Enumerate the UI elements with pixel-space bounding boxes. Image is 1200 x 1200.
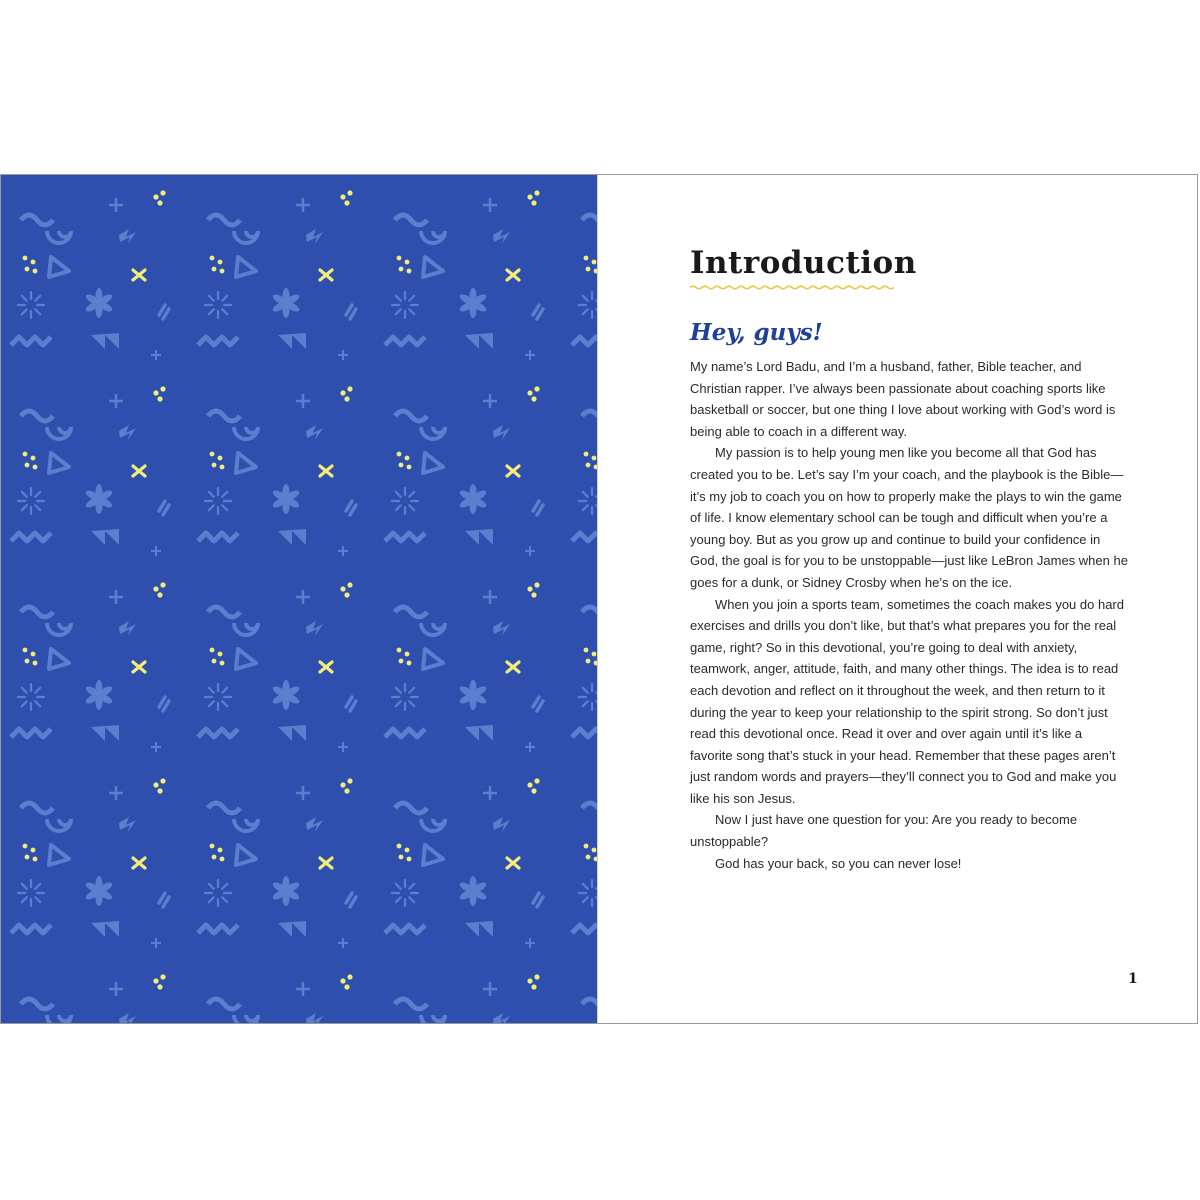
dot-cluster [527,778,539,793]
bow-shape [465,529,493,545]
squiggle [21,215,53,225]
triangle [423,453,443,473]
zigzag [11,337,51,345]
zigzag [385,729,425,737]
starburst [579,292,597,318]
dot-cluster [210,648,225,666]
dot-cluster [153,190,165,205]
plus-sign [109,590,123,604]
plus-sign [151,546,161,556]
squiggle [208,607,240,617]
dot-cluster [397,452,412,470]
dot-cluster [23,452,38,470]
x-mark [133,858,145,868]
triangle [423,257,443,277]
swirl [234,427,258,439]
bow-shape [91,725,119,741]
lightning-bolt [159,697,169,711]
asterisk-flower [84,680,113,710]
starburst [579,880,597,906]
bow-shape [278,921,306,937]
starburst [392,880,418,906]
plus-sign [296,982,310,996]
plus-sign [151,938,161,948]
dot-cluster [584,452,597,470]
asterisk-flower [458,680,487,710]
dot-cluster [210,452,225,470]
squiggle [582,999,597,1009]
squiggle [21,803,53,813]
starburst [18,880,44,906]
zigzag [572,925,597,933]
plus-sign [109,198,123,212]
zigzag [385,337,425,345]
pattern-tile [385,974,543,1023]
dot-cluster [153,582,165,597]
triangle [236,453,256,473]
swirl [47,427,71,439]
asterisk-flower [84,484,113,514]
squiggle [395,999,427,1009]
squiggle [582,803,597,813]
dot-cluster [397,256,412,274]
asterisk-flower [271,876,300,906]
lightning-bolt [493,817,510,832]
asterisk-flower [271,288,300,318]
pattern-tile [11,778,169,948]
body-text [690,356,1128,874]
dot-cluster [23,256,38,274]
lightning-bolt [346,697,356,711]
swirl [47,819,71,831]
plus-sign [338,546,348,556]
decorative-pattern-page [1,175,597,1023]
lightning-bolt [533,501,543,515]
lightning-bolt [533,697,543,711]
dot-cluster [340,582,352,597]
bow-shape [465,921,493,937]
page-number: 1 [1128,971,1138,987]
zigzag [11,729,51,737]
starburst [205,684,231,710]
dot-cluster [153,974,165,989]
lightning-bolt [493,229,510,244]
pattern-tile [572,386,597,556]
lightning-bolt [306,229,323,244]
lightning-bolt [306,1013,323,1023]
lightning-bolt [493,621,510,636]
x-mark [320,662,332,672]
paragraph: Now I just have one question for you: Are you ready to become unstoppable? [690,812,1078,850]
pattern-tile [572,778,597,948]
plus-sign [338,742,348,752]
triangle [423,649,443,669]
dot-cluster [23,844,38,862]
squiggle [395,411,427,421]
lightning-bolt [346,893,356,907]
plus-sign [483,982,497,996]
triangle [49,257,69,277]
starburst [18,684,44,710]
swirl [421,623,445,635]
dot-cluster [527,190,539,205]
x-mark [507,662,519,672]
pattern-tile [572,582,597,752]
zigzag [198,925,238,933]
decorative-pattern [1,175,597,1023]
dot-cluster [23,648,38,666]
lightning-bolt [119,621,136,636]
dot-cluster [527,582,539,597]
lightning-bolt [119,1013,136,1023]
lightning-bolt [306,621,323,636]
triangle [49,845,69,865]
swirl [421,819,445,831]
x-mark [507,466,519,476]
lightning-bolt [493,1013,510,1023]
zigzag [198,533,238,541]
starburst [392,292,418,318]
bow-shape [278,529,306,545]
plus-sign [483,394,497,408]
paragraph: When you join a sports team, sometimes the coach makes you do hard exercises and drills you don’t like, but that’s what prepares you for the real game, right? So in this devotional, you’re going to deal with anxiety, teamwork, anger, attitude, faith, and many other things. The idea is to read each devotion and reflect on it throughout the week, and then return to it during the year to keep your relationship to the spirit strong. So don’t just read this devotional once. Read it over and over again until it’s like a favorite song that’s stuck in your head. Remember that these pages aren’t just random words and prayers—they’ll connect you to God and make you like his son Jesus. [690,596,1124,806]
squiggle [208,999,240,1009]
plus-sign [109,394,123,408]
paragraph: God has your back, so you can never lose! [715,855,962,871]
plus-sign [109,982,123,996]
zigzag [572,337,597,345]
triangle [49,453,69,473]
asterisk-flower [271,680,300,710]
bow-shape [278,333,306,349]
squiggle [395,607,427,617]
lightning-bolt [159,501,169,515]
triangle [236,845,256,865]
lightning-bolt [119,425,136,440]
starburst [205,880,231,906]
paragraph: My passion is to help young men like you become all that God has created you to be. Let’s say I’m your coach, and the playbook is the Bible—it’s my job to coach you on how to properly make the plays to win the game of life. I know elementary school can be tough and difficult when you’re a young boy. But as you grow up and continue to build your confidence in God, the goal is for you to be unstoppable—just like LeBron James when he goes for a dunk, or Sidney Crosby when he’s on the ice. [690,445,1128,590]
asterisk-flower [271,484,300,514]
dot-cluster [340,974,352,989]
plus-sign [296,786,310,800]
zigzag [572,533,597,541]
bow-shape [465,333,493,349]
dot-cluster [397,648,412,666]
plus-sign [483,198,497,212]
starburst [205,292,231,318]
dot-cluster [340,190,352,205]
dot-cluster [397,844,412,862]
bow-shape [91,333,119,349]
starburst [392,488,418,514]
dot-cluster [527,386,539,401]
plus-sign [296,590,310,604]
x-mark [133,466,145,476]
pattern-tile [11,190,169,360]
asterisk-flower [84,876,113,906]
zigzag [198,729,238,737]
swirl [421,231,445,243]
zigzag [572,729,597,737]
x-mark [133,270,145,280]
x-mark [133,662,145,672]
x-mark [320,270,332,280]
pattern-tile [198,386,356,556]
dot-cluster [584,844,597,862]
zigzag [11,533,51,541]
dot-cluster [584,648,597,666]
squiggle [582,215,597,225]
swirl [234,819,258,831]
lightning-bolt [159,305,169,319]
starburst [392,684,418,710]
lightning-bolt [533,893,543,907]
triangle [423,845,443,865]
swirl [234,231,258,243]
chapter-title: Introduction [690,245,917,281]
plus-sign [338,938,348,948]
zigzag [198,337,238,345]
starburst [18,488,44,514]
pattern-tile [198,778,356,948]
swirl [421,1015,445,1023]
pattern-tile [11,582,169,752]
swirl [47,1015,71,1023]
pattern-tile [11,974,169,1023]
asterisk-flower [458,876,487,906]
pattern-tile [572,190,597,360]
plus-sign [525,546,535,556]
pattern-tile [198,582,356,752]
lightning-bolt [306,425,323,440]
zigzag [385,533,425,541]
triangle [236,649,256,669]
pattern-tile [385,778,543,948]
plus-sign [151,350,161,360]
triangle [49,649,69,669]
section-heading: Hey, guys! [690,319,823,346]
plus-sign [109,786,123,800]
dot-cluster [153,778,165,793]
starburst [579,488,597,514]
zigzag [385,925,425,933]
squiggle [21,999,53,1009]
pattern-tile [198,190,356,360]
bow-shape [91,921,119,937]
x-mark [320,466,332,476]
pattern-tile [572,974,597,1023]
x-mark [507,858,519,868]
dot-cluster [527,974,539,989]
lightning-bolt [346,501,356,515]
swirl [47,231,71,243]
book-spread [0,174,1198,1024]
lightning-bolt [159,893,169,907]
lightning-bolt [119,229,136,244]
plus-sign [338,350,348,360]
dot-cluster [584,256,597,274]
bow-shape [465,725,493,741]
x-mark [320,858,332,868]
lightning-bolt [346,305,356,319]
asterisk-flower [458,484,487,514]
lightning-bolt [493,425,510,440]
title-underline [690,285,894,290]
dot-cluster [340,386,352,401]
squiggle [21,607,53,617]
lightning-bolt [306,817,323,832]
starburst [205,488,231,514]
plus-sign [525,350,535,360]
bow-shape [91,529,119,545]
starburst [579,684,597,710]
squiggle [395,215,427,225]
plus-sign [525,938,535,948]
bow-shape [278,725,306,741]
squiggle [208,803,240,813]
squiggle [395,803,427,813]
plus-sign [296,394,310,408]
pattern-tile [11,386,169,556]
dot-cluster [210,844,225,862]
triangle [236,257,256,277]
introduction-page [597,175,1197,1023]
squiggle [208,215,240,225]
dot-cluster [153,386,165,401]
plus-sign [483,786,497,800]
squiggle [208,411,240,421]
dot-cluster [210,256,225,274]
asterisk-flower [84,288,113,318]
pattern-tile [385,582,543,752]
dot-cluster [340,778,352,793]
pattern-tile [385,386,543,556]
pattern-tile [385,190,543,360]
squiggle [582,607,597,617]
x-mark [507,270,519,280]
squiggle [582,411,597,421]
swirl [47,623,71,635]
swirl [234,1015,258,1023]
lightning-bolt [119,817,136,832]
pattern-tile [198,974,356,1023]
starburst [18,292,44,318]
swirl [234,623,258,635]
swirl [421,427,445,439]
plus-sign [151,742,161,752]
plus-sign [296,198,310,212]
asterisk-flower [458,288,487,318]
plus-sign [525,742,535,752]
lightning-bolt [533,305,543,319]
plus-sign [483,590,497,604]
squiggle [21,411,53,421]
zigzag [11,925,51,933]
paragraph: My name’s Lord Badu, and I’m a husband, father, Bible teacher, and Christian rapper. I’ve always been passionate about coaching sports like basketball or soccer, but one thing I love about working with God’s word is being able to coach in a different way. [690,359,1116,439]
